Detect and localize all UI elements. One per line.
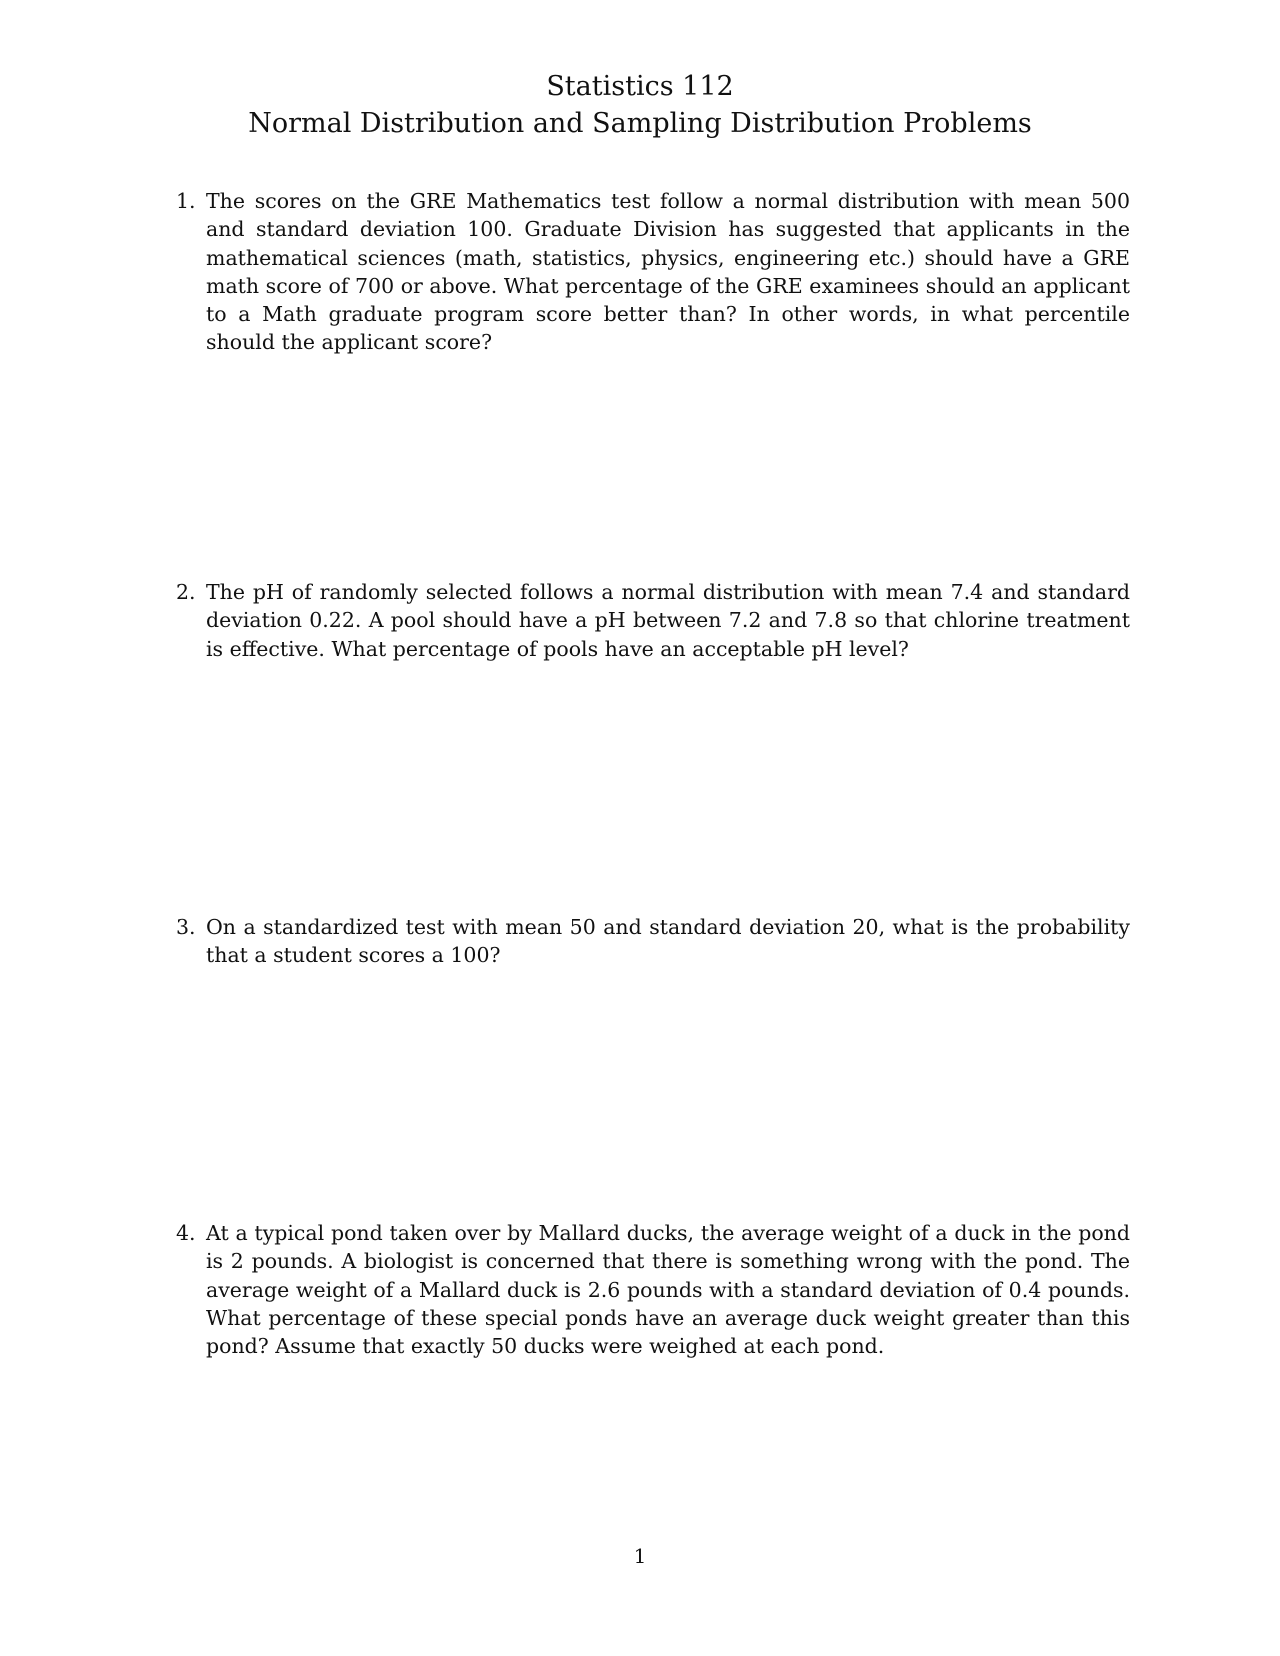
problem-2 [176, 578, 1130, 663]
problem-3 [176, 913, 1130, 970]
page-title: Normal Distribution and Sampling Distribution Problems [248, 108, 1032, 139]
problem-4 [176, 1219, 1130, 1360]
problem-number: 4. [176, 1221, 196, 1245]
problem-number: 3. [176, 915, 196, 939]
course-title: Statistics 112 [546, 71, 734, 102]
problem-number: 2. [176, 580, 196, 604]
problem-text: The pH of randomly selected follows a normal distribution with mean 7.4 and standard deviation 0.22. A pool should have a pH between 7.2 and 7.8 so that chlorine treatment is effective. What percentage of pools have an acceptable pH level? [206, 580, 1130, 661]
problem-text: On a standardized test with mean 50 and standard deviation 20, what is the probability that a student scores a 100? [206, 915, 1130, 968]
page-number: 1 [633, 1544, 647, 1568]
problem-text: The scores on the GRE Mathematics test follow a normal distribution with mean 500 and standard deviation 100. Graduate Division has suggested that applicants in the mathematical sciences (math, statistics, physics, engineering etc.) should have a GRE math score of 700 or above. What percentage of the GRE examinees should an applicant to a Math graduate program score better than? In other words, in what percentile should the applicant score? [206, 189, 1130, 355]
problem-text: At a typical pond taken over by Mallard ducks, the average weight of a duck in the pond is 2 pounds. A biologist is concerned that there is something wrong with the pond. The average weight of a Mallard duck is 2.6 pounds with a standard deviation of 0.4 pounds. What percentage of these special ponds have an average duck weight greater than this pond? Assume that exactly 50 ducks were weighed at each pond. [206, 1221, 1130, 1359]
document-header [0, 68, 1280, 142]
problem-number: 1. [176, 189, 196, 213]
problem-1 [176, 187, 1130, 357]
